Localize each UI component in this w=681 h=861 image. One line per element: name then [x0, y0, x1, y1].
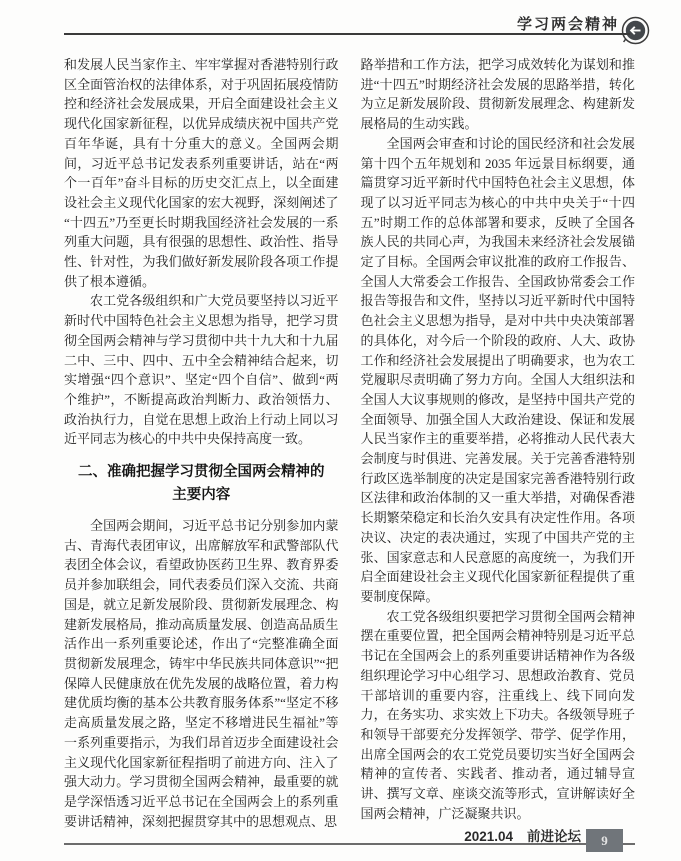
- article-left-column: [64, 55, 339, 831]
- article-body: [64, 55, 635, 831]
- article-right-column: [361, 55, 636, 831]
- paragraph: 农工党各级组织和广大党员要坚持以习近平新时代中国特色社会主义思想为指导，把学习贯彻全国两会精神与学习贯彻中共十九大和十九届二中、三中、四中、五中全会精神结合起来，切实增强“四个意识”、坚定“四个自信”、做到“两个维护”，不断提高政治判断力、政治领悟力、政治执行力，自觉在思想上政治上行动上同以习近平同志为核心的中共中央保持高度一致。: [64, 293, 339, 447]
- section-heading-line2: 主要内容: [172, 487, 231, 504]
- paragraph: 农工党各级组织要把学习贯彻全国两会精神摆在重要位置，把全国两会精神特别是习近平总书记在全国两会上的系列重要讲话精神作为各级组织理论学习中心组学习、思想政治教育、党员干部培训的重要内容，注重线上、线下同向发力，在务实功、求实效上下功夫。各级领导班子和领导干部要充分发挥领学、带学、促学作用，出席全国两会的农工党党员要切实当好全国两会精神的宣传者、实践者、推动者，通过辅导宣讲、撰写文章、座谈交流等形式，宣讲解读好全国两会精神，广泛凝聚共识。: [360, 608, 635, 821]
- footer-issue-date: 2021.04: [464, 829, 513, 844]
- header-rule: [64, 33, 630, 35]
- paragraph-continuation: 和发展人民当家作主、牢牢掌握对香港特别行政区全面管治权的法律体系，对于巩固拓展疫情防控和经济社会发展成果，开启全面建设社会主义现代化国家新征程，以优异成绩庆祝中国共产党百年华诞，具有十分重大的意义。全国两会期间，习近平总书记发表系列重要讲话，站在“两个一百年”奋斗目标的历史交汇点上，以全面建设社会主义现代化国家的宏大视野，深刻阐述了“十四五”乃至更长时期我国经济社会发展的一系列重大问题，具有很强的思想性、政治性、指导性、针对性，为我们做好新发展阶段各项工作提供了根本遵循。: [64, 57, 339, 289]
- page-number-badge: 9: [586, 829, 623, 852]
- paragraph-continuation: 路举措和工作方法，把学习成效转化为谋划和推进“十四五”时期经济社会发展的思路举措，转化为立足新发展阶段、贯彻新发展理念、构建新发展格局的生动实践。: [360, 57, 635, 132]
- section-heading: [66, 461, 337, 507]
- circle-left-arrow-icon: [621, 16, 650, 45]
- paragraph: 全国两会审查和讨论的国民经济和社会发展第十四个五年规划和 2035 年远景目标纲要，通篇贯穿习近平新时代中国特色社会主义思想，体现了以习近平同志为核心的中共中央关于“十四五”时期工作的总体部署和要求，反映了全国各族人民的共同心声，为我国未来经济社会发展锚定了目标。全国两会审议批准的政府工作报告、全国人大常委会工作报告、全国政协常委会工作报告等报告和文件，坚持以习近平新时代中国特色社会主义思想为指导，是对中共中央决策部署的具体化，对今后一个阶段的政府、人大、政协工作和经济社会发展提出了明确要求，也为农工党履职尽责明确了努力方向。全国人大组织法和全国人大议事规则的修改，是坚持中国共产党的全面领导、加强全国人大政治建设、保证和发展人民当家作主的重要举措，必将推动人民代表大会制度与时俱进、完善发展。关于完善香港特别行政区选举制度的决定是国家完善香港特别行政区法律和政治体制的又一重大举措，对确保香港长期繁荣稳定和长治久安具有决定性作用。各项决议、决定的表决通过，实现了中国共产党的主张、国家意志和人民意愿的高度统一，为我们开启全面建设社会主义现代化国家新征程提供了重要制度保障。: [360, 135, 635, 604]
- footer-journal-name: 前进论坛: [527, 829, 581, 844]
- paragraph: 全国两会期间，习近平总书记分别参加内蒙古、青海代表团审议，出席解放军和武警部队代表团全体会议，看望政协医药卫生界、教育界委员并参加联组会，同代表委员们深入交流、共商国是，就立足新发展阶段、贯彻新发展理念、构建新发展格局，推动高质量发展、创造高品质生活作出一系列重要论述，作出了“完整准确全面贯彻新发展理念，铸牢中华民族共同体意识”“把保障人民健康放在优先发展的战略位置，着力构建优质均衡的基本公共教育服务体系”“坚定不移走高质量发展之路，坚定不移增进民生福祉”等一系列重要指示，为我们昂首迈步全面建设社会主义现代化国家新征程指明了前进方向、注入了强大动力。学习贯彻全国两会精神，最重要的就是学深悟透习近平总书记在全国两会上的系列重要讲话精神，深刻把握贯穿其中的思想观点、思: [64, 518, 339, 829]
- footer-imprint: [464, 825, 581, 845]
- header-section-label: 学习两会精神: [516, 16, 619, 33]
- section-heading-line1: 二、准确把握学习贯彻全国两会精神的: [78, 464, 325, 481]
